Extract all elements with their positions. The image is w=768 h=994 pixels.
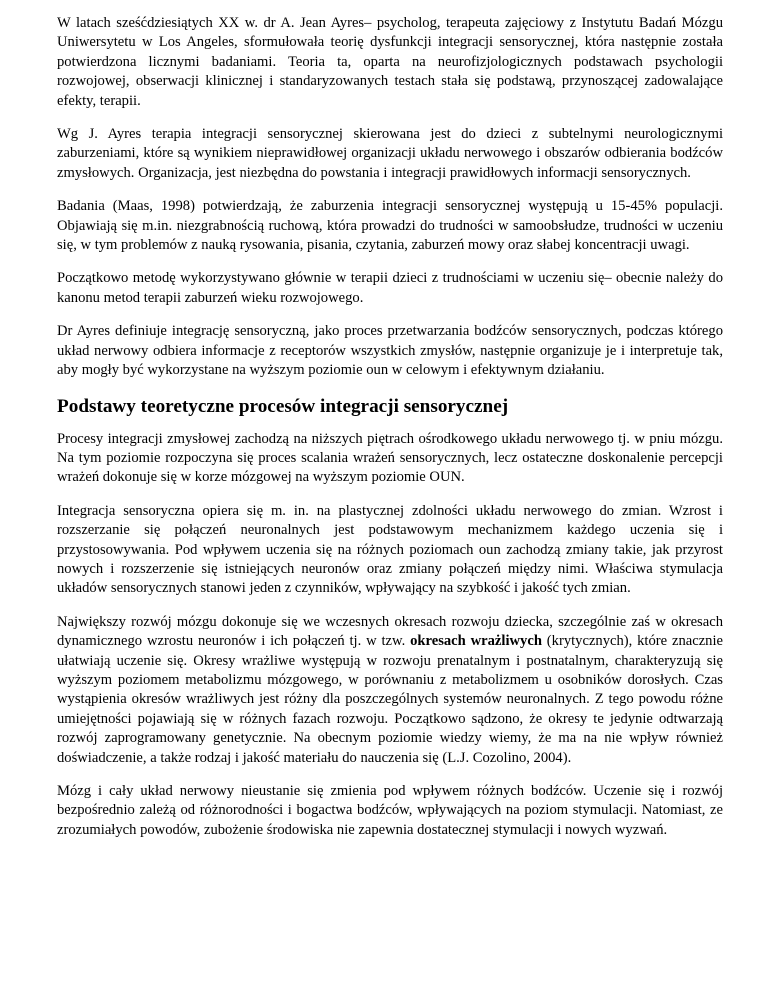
paragraph-plasticity: Integracja sensoryczna opiera się m. in. na plastycznej zdolności układu nerwowego do zmian. Wzrost i rozszerzanie się połączeń neuronalnych jest podstawowym mechanizmem każdego uczenia się i przystosowywania. Pod wpływem uczenia się na różnych poziomach oun zachodzą zmiany takie, jak przyrost nowych i rozszerzenie się istniejących neuronów oraz zmiany połączeń między nimi. Właściwa stymulacja układów sensorycznych stanowi jeden z czynników, wpływający na szybkość i jakość tych zmian. bbox=[57, 502, 723, 597]
paragraph-ayres-theory: W latach sześćdziesiątych XX w. dr A. Jean Ayres– psycholog, terapeuta zajęciowy z Instytutu Badań Mózgu Uniwersytetu w Los Angeles, sformułowała teorię dysfunkcji integracji sensorycznej, która następnie została potwierdzona licznymi badaniami. Teoria ta, oparta na neurofizjologicznych podstawach psychologii rozwojowej, obserwacji klinicznej i standaryzowanych testach stała się podstawą, przynoszącej zadowalające efekty, terapii. bbox=[57, 15, 723, 109]
paragraph-research-maas: Badania (Maas, 1998) potwierdzają, że zaburzenia integracji sensorycznej występują u 15-45% populacji. Objawiają się m.in. niezgrabnością ruchową, która prowadzi do trudności w samoobsłudze, trudności w uczeniu się, w tym problemów z nauką rysowania, pisania, czytania, zaburzeń mowy oraz słabej koncentracji uwagi. bbox=[57, 198, 723, 254]
paragraph-definition: Dr Ayres definiuje integrację sensoryczną, jako proces przetwarzania bodźców sensorycznych, podczas którego układ nerwowy odbiera informacje z receptorów wszystkich zmysłów, następnie organizuje je i interpretuje tak, aby mogły być wykorzystane na wyższym poziomie oun w celowym i efektywnym działaniu. bbox=[57, 323, 723, 379]
paragraph-therapy-target: Wg J. Ayres terapia integracji sensorycznej skierowana jest do dzieci z subtelnymi neurologicznymi zaburzeniami, które są wynikiem nieprawidłowej organizacji układu nerwowego i obszarów odbierania bodźców zmysłowych. Organizacja, jest niezbędna do powstania i integracji prawidłowych informacji sensorycznych. bbox=[57, 126, 723, 181]
sensitive-text-after: (krytycznych), które znacznie ułatwiają uczenie się. Okresy wrażliwe występują w rozwoju prenatalnym i postnatalnym, charakteryzują się wyższym poziomem metabolizmu mózgowego, w porównaniu z metabolizmem u osobników dorosłych. Czas wystąpienia okresów wrażliwych jest różny dla poszczególnych systemów neuronalnych. Z tego powodu różne umiejętności pojawiają się w różnych fazach rozwoju. Początkowo sądzono, że okresy te jedynie odtwarzają rozwój zaprogramowany genetycznie. Na obecnym poziomie wiedzy wiemy, że ma na nie wpływ również doświadczenie, a także rodzaj i jakość materiału do nauczenia się (L.J. Cozolino, 2004). bbox=[57, 633, 724, 766]
paragraph-brain-stimulation: Mózg i cały układ nerwowy nieustanie się zmienia pod wpływem różnych bodźców. Uczenie się i rozwój bezpośrednio zależą od różnorodności i bogactwa bodźców, wpływających na poziom stymulacji. Natomiast, ze zrozumiałych powodów, zubożenie środowiska nie zapewnia dostatecznej stymulacji i nowych wyzwań. bbox=[57, 783, 723, 838]
paragraph-sensitive-periods bbox=[57, 613, 723, 768]
sensitive-periods-term: okresach wrażliwych bbox=[410, 633, 542, 650]
section-heading: Podstawy teoretyczne procesów integracji sensorycznej bbox=[57, 395, 509, 417]
document-page bbox=[57, 14, 723, 854]
paragraph-method-usage: Początkowo metodę wykorzystywano głównie w terapii dzieci z trudnościami w uczeniu się– obecnie należy do kanonu metod terapii zaburzeń wieku rozwojowego. bbox=[57, 270, 723, 306]
paragraph-integration-processes: Procesy integracji zmysłowej zachodzą na niższych piętrach ośrodkowego układu nerwowego tj. w pniu mózgu. Na tym poziomie rozpoczyna się proces scalania wrażeń sensorycznych, lecz ostateczne doskonalenie percepcji wrażeń dokonuje się w korze mózgowej na wyższym poziomie OUN. bbox=[57, 430, 723, 486]
sensitive-text-before: Największy rozwój mózgu dokonuje się we wczesnych okresach rozwoju dziecka, szczególnie zaś w okresach dynamicznego wzrostu neuronów i ich połączeń tj. w tzw. bbox=[57, 613, 723, 650]
